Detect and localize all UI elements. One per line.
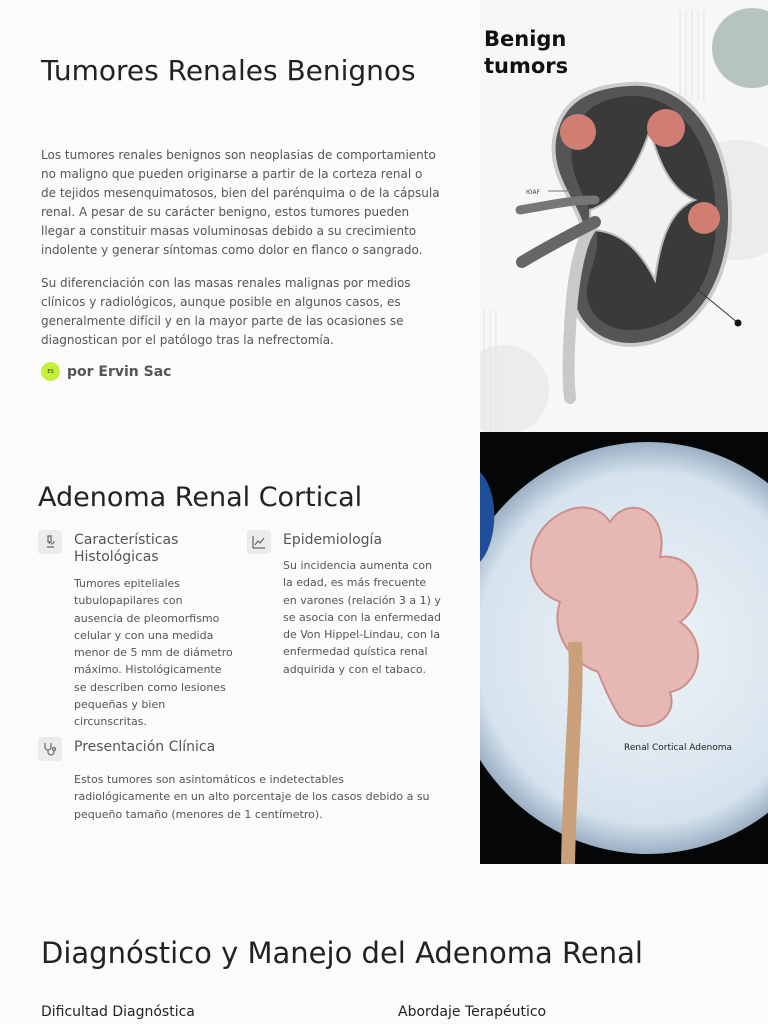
intro-section (0, 0, 768, 432)
microscope-icon (38, 530, 62, 554)
stethoscope-icon (38, 737, 62, 761)
trend-chart-icon (247, 530, 271, 554)
feature-clinical (38, 737, 438, 827)
feature-histology (38, 530, 238, 736)
intro-paragraph-2: Su diferenciación con las masas renales malignas por medios clínicos y radiológicos, aunque posible en algunos casos, es generalmente difícil y en la mayor parte de las ocasiones se diagnostican por el patólogo tras la nefrectomía. (41, 276, 411, 347)
feature-title: Presentación Clínica (74, 739, 216, 755)
feature-text: Estos tumores son asintomáticos e indetectables radiológicamente en un alto porcentaje de los casos debido a su pequeño tamaño (menores de 1 centímetro). (74, 773, 430, 821)
subheading-therapy: Abordaje Terapéutico (398, 1004, 547, 1020)
image-caption: Renal Cortical Adenoma (624, 743, 733, 753)
adenoma-micrograph (480, 432, 768, 864)
management-section (0, 864, 768, 1024)
illustration-label: ЮАF (526, 189, 541, 196)
adenoma-section (0, 432, 768, 864)
feature-text: Su incidencia aumenta con la edad, es más frecuente en varones (relación 3 a 1) y se asocia con la enfermedad de Von Hippel-Lindau, con la enfermedad quística renal adquirida y con el tabaco. (283, 559, 441, 676)
avatar: ES (41, 362, 60, 381)
subheading-diagnosis: Dificultad Diagnóstica (41, 1004, 195, 1020)
page-title: Tumores Renales Benignos (41, 54, 416, 87)
intro-paragraph-1: Los tumores renales benignos son neoplasias de comportamiento no maligno que pueden originarse a partir de la corteza renal o de tejidos mesenquimatosos, bien del parénquima o de la cápsula renal. A pesar de su carácter benigno, estos tumores pueden llegar a constituir masas voluminosas debido a su crecimiento indolente y generar síntomas como dolor en flanco o sangrado. (41, 148, 440, 257)
feature-epidemiology (247, 530, 447, 680)
microscope-image (480, 432, 768, 864)
feature-title: Características Histológicas (74, 532, 179, 565)
kidney-illustration (480, 0, 768, 432)
section-title: Diagnóstico y Manejo del Adenoma Renal (41, 936, 643, 970)
section-title: Adenoma Renal Cortical (38, 482, 363, 513)
image-title: Benign tumors (484, 27, 569, 78)
feature-title: Epidemiología (283, 532, 383, 548)
author-byline (41, 362, 171, 381)
author-name: por Ervin Sac (67, 363, 172, 380)
feature-text: Tumores epiteliales tubulopapilares con ausencia de pleomorfismo celular y con una medida menor de 5 mm de diámetro máximo. Histológicamente se describen como lesiones pequeñas y bien circunscritas. (74, 577, 233, 729)
